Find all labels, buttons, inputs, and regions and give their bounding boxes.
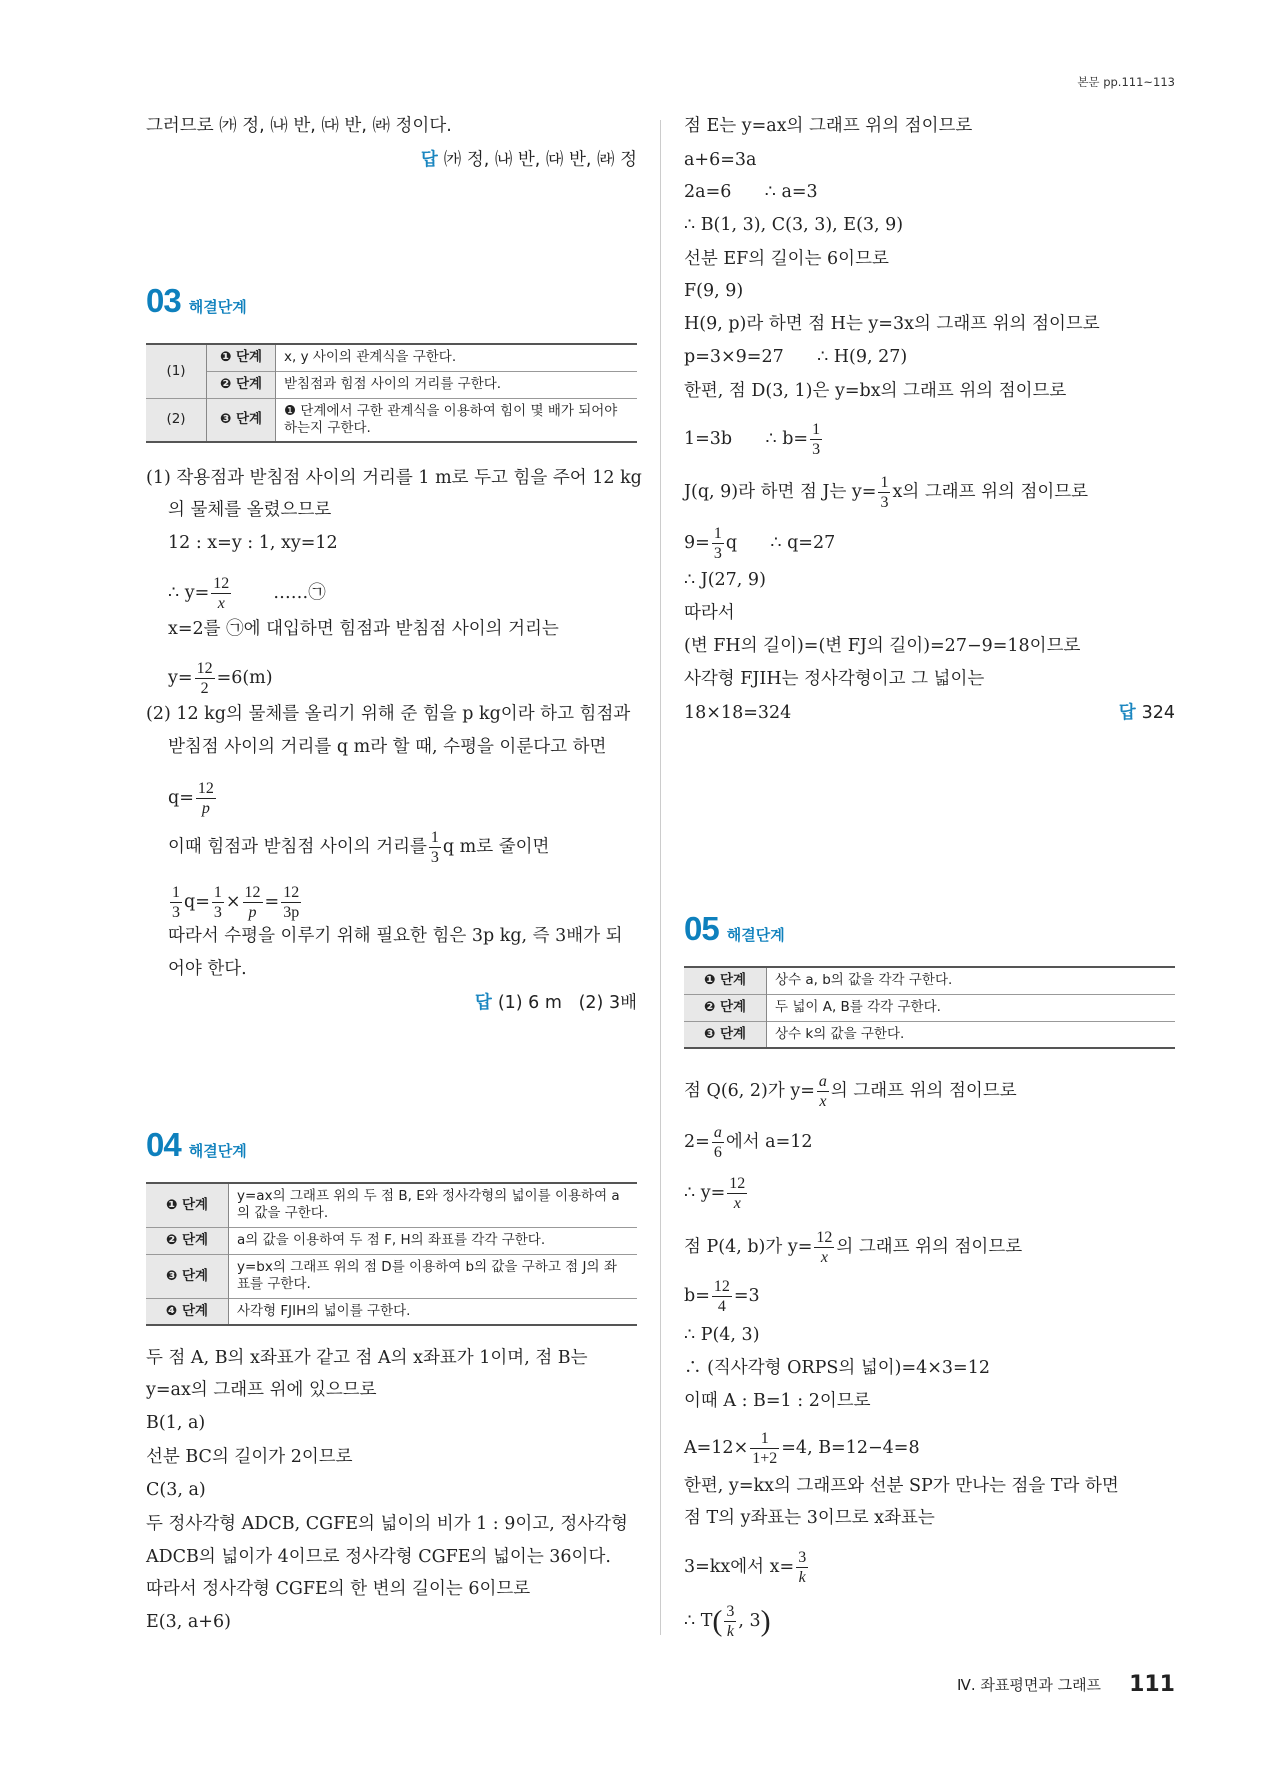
- text-line: 한편, 점 D(3, 1)은 y=bx의 그래프 위의 점이므로: [684, 381, 1067, 401]
- text-line: 따라서 수평을 이루기 위해 필요한 힘은 3p kg, 즉 3배가 되: [168, 926, 623, 946]
- step-cell: ❶ 단계: [207, 344, 276, 371]
- text-line: ∴ B(1, 3), C(3, 3), E(3, 9): [684, 215, 904, 235]
- denominator: x: [820, 1249, 828, 1266]
- text-line: 의 물체를 올렸으므로: [168, 500, 332, 520]
- section-03-heading: [146, 282, 247, 320]
- step-cell: ❸ 단계: [207, 398, 276, 442]
- text: q=: [184, 892, 210, 912]
- text: J(q, 9)라 하면 점 J는 y=: [684, 482, 877, 502]
- text: ……㉠: [273, 583, 326, 603]
- denominator: 6: [713, 1144, 722, 1161]
- text-line: 18×18=324: [684, 703, 792, 723]
- text-line: 12 : x=y : 1, xy=12: [168, 533, 338, 553]
- text-line: 두 점 A, B의 x좌표가 같고 점 A의 x좌표가 1이며, 점 B는: [146, 1348, 588, 1368]
- denominator: x: [217, 595, 225, 612]
- denominator: p: [248, 904, 257, 921]
- numerator: 1: [750, 1429, 779, 1449]
- text-line: 점 E는 y=ax의 그래프 위의 점이므로: [684, 116, 973, 136]
- steps-table-05: [684, 966, 1175, 1049]
- text-line: H(9, p)라 하면 점 H는 y=3x의 그래프 위의 점이므로: [684, 314, 1100, 334]
- fraction: [810, 420, 822, 459]
- desc-cell: ❶ 단계에서 구한 관계식을 이용하여 힘이 몇 배가 되어야 하는지 구한다.: [276, 398, 638, 442]
- fraction-line: [684, 524, 836, 562]
- numerator: a: [818, 1073, 827, 1090]
- text-line: (변 FH의 길이)=(변 FJ의 길이)=27−9=18이므로: [684, 636, 1081, 656]
- fraction-line: [684, 1602, 771, 1640]
- numerator: 1: [812, 421, 821, 438]
- steps-table-04: [146, 1182, 637, 1326]
- page-number: 111: [1129, 1672, 1175, 1697]
- denominator: k: [798, 1569, 806, 1586]
- answer-text: 324: [1141, 703, 1175, 723]
- fraction-line: [684, 1174, 749, 1212]
- text: ∴ T: [684, 1611, 713, 1631]
- fraction-line: [168, 779, 218, 817]
- step-cell: ❷ 단계: [146, 1227, 229, 1254]
- text-line: y=ax의 그래프 위에 있으므로: [146, 1380, 377, 1400]
- text-line: E(3, a+6): [146, 1612, 231, 1632]
- denominator: 3: [713, 545, 722, 562]
- desc-cell: a의 값을 이용하여 두 점 F, H의 좌표를 각각 구한다.: [229, 1227, 638, 1254]
- text: ×: [225, 892, 241, 912]
- text: y=: [168, 668, 193, 688]
- denominator: x: [733, 1195, 741, 1212]
- section-04-heading: [146, 1126, 247, 1164]
- section-05-heading: [684, 910, 785, 948]
- desc-cell: 두 넓이 A, B를 각각 구한다.: [767, 994, 1176, 1021]
- fraction: [712, 524, 724, 563]
- denominator: x: [819, 1093, 827, 1110]
- fraction-line: [684, 1072, 1017, 1110]
- section-number: 03: [146, 282, 181, 319]
- fraction: [817, 1072, 829, 1111]
- page-reference: 본문 pp.111~113: [1077, 75, 1175, 89]
- paren: (: [712, 1604, 723, 1638]
- page-footer: [957, 1672, 1175, 1697]
- column-divider: [660, 120, 661, 1635]
- text-line: x=2를 ㉠에 대입하면 힘점과 받침점 사이의 거리는: [168, 619, 559, 639]
- step-cell: ❷ 단계: [684, 994, 767, 1021]
- fraction: [878, 473, 890, 512]
- desc-cell: y=ax의 그래프 위의 두 점 B, E와 정사각형의 넓이를 이용하여 a의 값을 구한다.: [229, 1183, 638, 1227]
- numerator: 12: [196, 660, 213, 677]
- text: q m로 줄이면: [442, 837, 550, 857]
- denominator: 2: [200, 680, 209, 697]
- text: ∴ y=: [168, 583, 210, 603]
- denominator: 1+2: [752, 1450, 778, 1467]
- text-line: p=3×9=27 ∴ H(9, 27): [684, 347, 908, 367]
- numerator: 3: [798, 1549, 807, 1566]
- text: A=12×: [684, 1438, 749, 1458]
- fraction-line: [168, 828, 550, 866]
- fraction: [170, 883, 182, 922]
- fraction: [243, 883, 263, 922]
- fraction: [712, 1277, 732, 1316]
- denominator: k: [726, 1623, 734, 1640]
- text: , 3: [738, 1611, 761, 1631]
- numerator: 1: [880, 474, 889, 491]
- text: 에서 a=12: [725, 1132, 813, 1152]
- answer-tag: 답: [420, 150, 438, 170]
- fraction: [195, 659, 215, 698]
- fraction-line: [684, 1548, 810, 1586]
- step-cell: ❸ 단계: [146, 1254, 229, 1298]
- numerator: 12: [244, 884, 261, 901]
- text-line: 선분 BC의 길이가 2이므로: [146, 1447, 353, 1467]
- numerator: 1: [213, 884, 222, 901]
- fraction: [211, 574, 231, 613]
- chapter-title: Ⅳ. 좌표평면과 그래프: [956, 1676, 1102, 1694]
- text: =: [264, 892, 280, 912]
- numerator: 3: [726, 1603, 735, 1620]
- denominator: 3: [213, 904, 222, 921]
- fraction: [196, 779, 216, 818]
- fraction: [429, 828, 441, 867]
- fraction-line: [168, 574, 326, 612]
- section-label: 해결단계: [188, 298, 247, 316]
- text-line: a+6=3a: [684, 150, 757, 170]
- text: 의 그래프 위의 점이므로: [830, 1081, 1017, 1101]
- answer-tag: 답: [1118, 703, 1136, 723]
- desc-cell: 사각형 FJIH의 넓이를 구한다.: [229, 1298, 638, 1325]
- numerator: 12: [816, 1229, 833, 1246]
- section-label: 해결단계: [188, 1142, 247, 1160]
- text-line: 따라서: [684, 603, 735, 623]
- text-line: ∴ P(4, 3): [684, 1325, 760, 1345]
- text: =6(m): [216, 668, 273, 688]
- text: 3=kx에서 x=: [684, 1557, 795, 1577]
- text-line: 두 정사각형 ADCB, CGFE의 넓이의 비가 1 : 9이고, 정사각형: [146, 1514, 628, 1534]
- numerator: 12: [213, 575, 230, 592]
- text: =4, B=12−4=8: [781, 1438, 920, 1458]
- step-cell: ❷ 단계: [207, 371, 276, 398]
- answer-line: [475, 990, 637, 1016]
- denominator: 3: [880, 494, 889, 511]
- desc-cell: 상수 a, b의 값을 각각 구한다.: [767, 967, 1176, 994]
- numerator: 12: [729, 1175, 746, 1192]
- text-line: 그러므로 ㈎ 정, ㈏ 반, ㈐ 반, ㈑ 정이다.: [146, 116, 452, 136]
- step-cell: ❹ 단계: [146, 1298, 229, 1325]
- answer-tag: 답: [474, 993, 492, 1013]
- text-line: 이때 A : B=1 : 2이므로: [684, 1391, 871, 1411]
- steps-table-03: [146, 343, 637, 443]
- text-line: 선분 EF의 길이는 6이므로: [684, 249, 889, 269]
- text: 점 Q(6, 2)가 y=: [684, 1081, 815, 1101]
- fraction-line: [684, 473, 1089, 511]
- desc-cell: x, y 사이의 관계식을 구한다.: [276, 344, 638, 371]
- text-line: (2) 12 kg의 물체를 올리기 위해 준 힘을 p kg이라 하고 힘점과: [146, 704, 631, 724]
- section-number: 05: [684, 910, 719, 947]
- text-line: C(3, a): [146, 1480, 206, 1500]
- text-line: 따라서 정사각형 CGFE의 한 변의 길이는 6이므로: [146, 1579, 531, 1599]
- denominator: 4: [717, 1298, 726, 1315]
- text-line: F(9, 9): [684, 281, 744, 301]
- text-line: 받침점 사이의 거리를 q m라 할 때, 수평을 이룬다고 하면: [168, 737, 607, 757]
- step-cell: ❸ 단계: [684, 1021, 767, 1048]
- desc-cell: 받침점과 힘점 사이의 거리를 구한다.: [276, 371, 638, 398]
- section-label: 해결단계: [726, 926, 785, 944]
- denominator: 3: [172, 904, 180, 921]
- fraction: [750, 1429, 779, 1468]
- text: 2=: [684, 1132, 710, 1152]
- answer-text: (1) 6 m (2) 3배: [497, 993, 637, 1013]
- fraction: [281, 883, 301, 922]
- fraction-line: [684, 1123, 813, 1161]
- step-cell: ❶ 단계: [146, 1183, 229, 1227]
- text: q ∴ q=27: [725, 533, 836, 553]
- text-line: ADCB의 넓이가 4이므로 정사각형 CGFE의 넓이는 36이다.: [146, 1547, 611, 1567]
- numerator: 1: [430, 829, 439, 846]
- denominator: 3: [430, 849, 439, 866]
- text: x의 그래프 위의 점이므로: [892, 482, 1089, 502]
- numerator: 12: [197, 780, 214, 797]
- part-cell: (1): [146, 344, 207, 398]
- fraction-line: [168, 883, 303, 921]
- denominator: 3: [812, 441, 821, 458]
- fraction-line: [168, 659, 273, 697]
- numerator: 12: [283, 884, 300, 901]
- text: ∴ y=: [684, 1183, 726, 1203]
- section-number: 04: [146, 1126, 181, 1163]
- answer-line: [1119, 700, 1175, 726]
- text-line: 사각형 FJIH는 정사각형이고 그 넓이는: [684, 669, 985, 689]
- fraction-line: [684, 1429, 920, 1467]
- fraction: [724, 1602, 736, 1641]
- answer-text: ㈎ 정, ㈏ 반, ㈐ 반, ㈑ 정: [443, 150, 637, 170]
- desc-cell: y=bx의 그래프 위의 점 D를 이용하여 b의 값을 구하고 점 J의 좌표를 구한다.: [229, 1254, 638, 1298]
- text-line: (1) 작용점과 받침점 사이의 거리를 1 m로 두고 힘을 주어 12 kg: [146, 468, 642, 488]
- text-line: 한편, y=kx의 그래프와 선분 SP가 만나는 점을 T라 하면: [684, 1476, 1119, 1496]
- text-line: 2a=6 ∴ a=3: [684, 182, 818, 202]
- text-line: ∴ J(27, 9): [684, 570, 766, 590]
- text-line: 어야 한다.: [168, 959, 247, 979]
- desc-cell: 상수 k의 값을 구한다.: [767, 1021, 1176, 1048]
- numerator: a: [713, 1124, 722, 1141]
- text: b=: [684, 1286, 710, 1306]
- denominator: 3p: [283, 904, 300, 921]
- numerator: 1: [713, 525, 722, 542]
- fraction-line: [684, 1228, 1023, 1266]
- step-cell: ❶ 단계: [684, 967, 767, 994]
- text: =3: [733, 1286, 760, 1306]
- numerator: 12: [713, 1278, 730, 1295]
- fraction: [212, 883, 224, 922]
- text: 9=: [684, 533, 710, 553]
- denominator: p: [201, 800, 210, 817]
- text: q=: [168, 788, 194, 808]
- text: 이때 힘점과 받침점 사이의 거리를: [168, 837, 427, 857]
- text-line: 점 T의 y좌표는 3이므로 x좌표는: [684, 1508, 935, 1528]
- answer-line: [421, 147, 637, 173]
- part-cell: (2): [146, 398, 207, 442]
- text-line: ∴ (직사각형 ORPS의 넓이)=4×3=12: [684, 1358, 990, 1378]
- fraction: [796, 1548, 808, 1587]
- text: 1=3b ∴ b=: [684, 429, 809, 449]
- text: 점 P(4, b)가 y=: [684, 1237, 813, 1257]
- fraction-line: [684, 420, 824, 458]
- fraction: [712, 1123, 724, 1162]
- fraction-line: [684, 1277, 760, 1315]
- text: 의 그래프 위의 점이므로: [836, 1237, 1023, 1257]
- paren: ): [760, 1604, 771, 1638]
- numerator: 1: [172, 884, 180, 901]
- fraction: [727, 1174, 747, 1213]
- text-line: B(1, a): [146, 1413, 206, 1433]
- fraction: [814, 1228, 834, 1267]
